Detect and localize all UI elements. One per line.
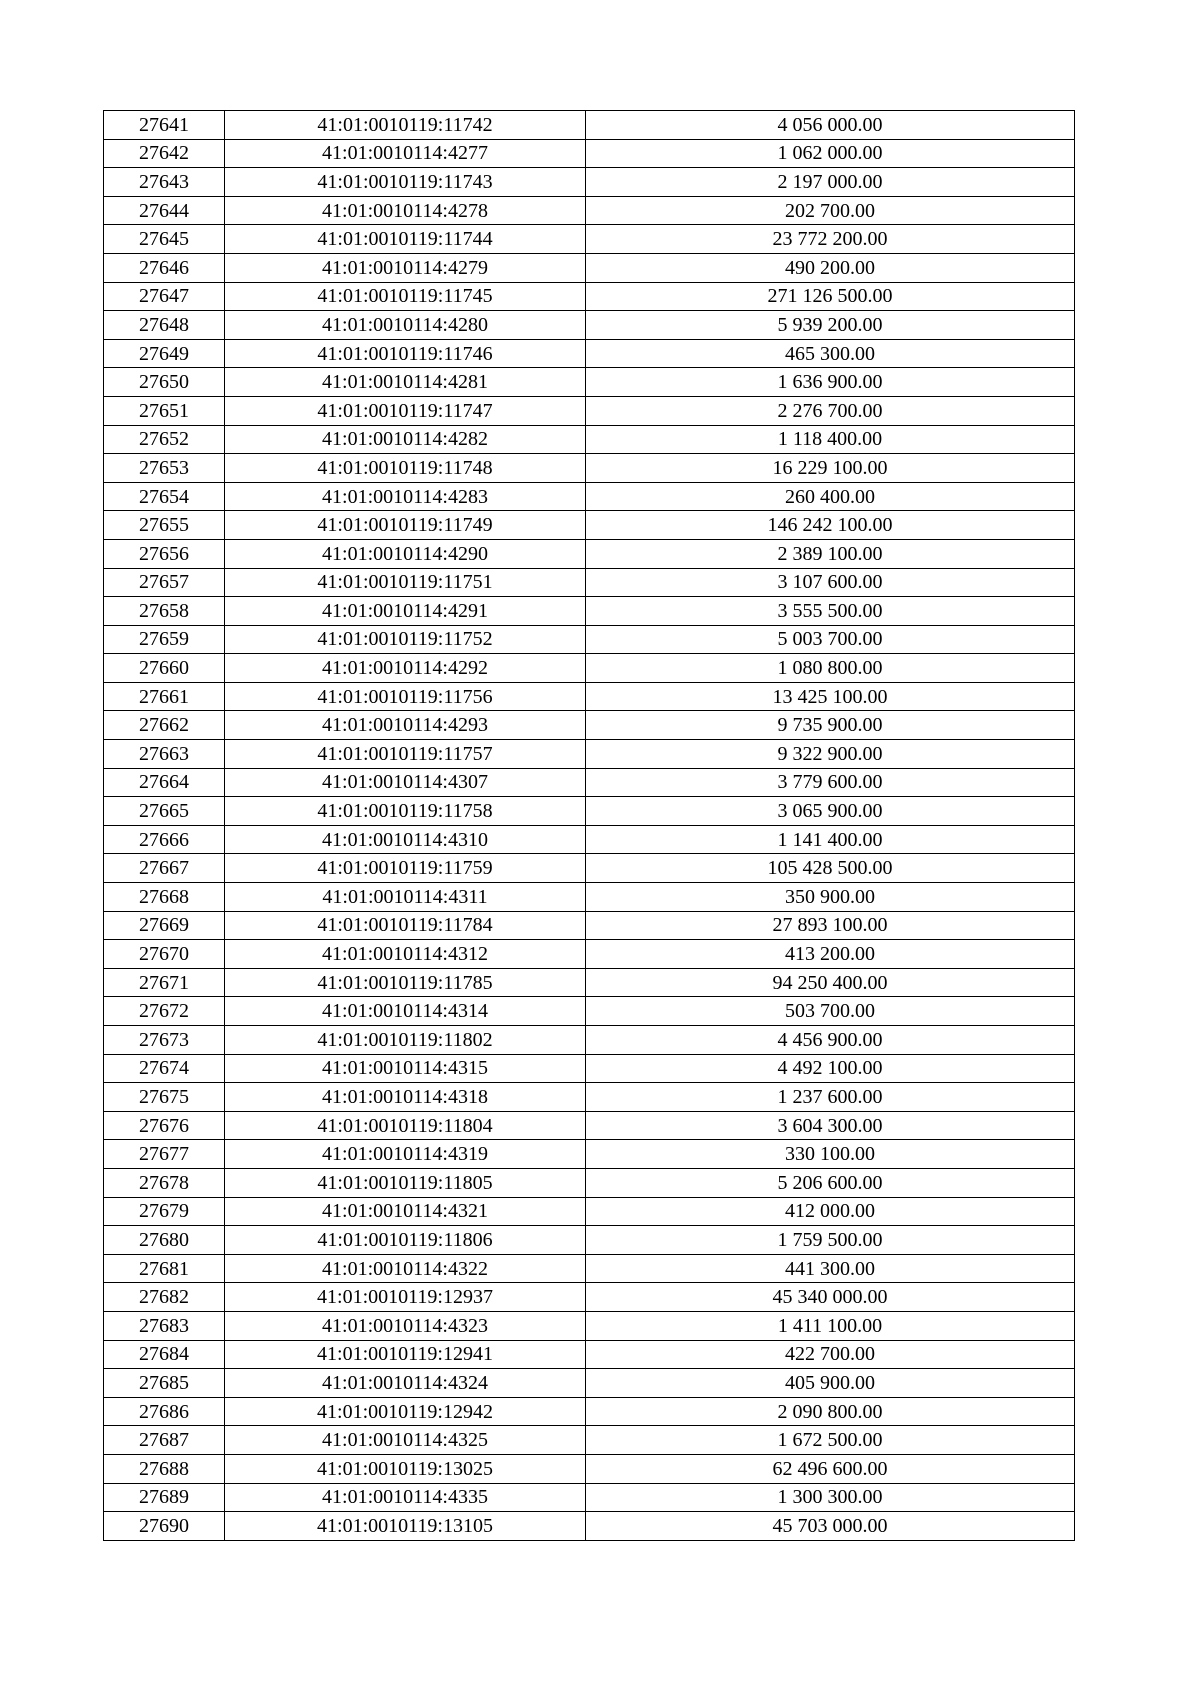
table-row (104, 225, 1075, 254)
table-row (104, 139, 1075, 168)
row-number-cell: 27653 (104, 454, 225, 483)
cadastral-value-cell: 3 107 600.00 (586, 568, 1075, 597)
cadastral-number-cell: 41:01:0010114:4278 (225, 196, 586, 225)
table-row (104, 625, 1075, 654)
row-number-cell: 27689 (104, 1483, 225, 1512)
cadastral-number-cell: 41:01:0010119:12942 (225, 1397, 586, 1426)
cadastral-value-cell: 1 672 500.00 (586, 1426, 1075, 1455)
table-body (104, 111, 1075, 1541)
cadastral-number-cell: 41:01:0010114:4310 (225, 825, 586, 854)
row-number-cell: 27673 (104, 1026, 225, 1055)
row-number-cell: 27668 (104, 883, 225, 912)
cadastral-value-cell: 202 700.00 (586, 196, 1075, 225)
cadastral-number-cell: 41:01:0010114:4307 (225, 768, 586, 797)
cadastral-value-cell: 62 496 600.00 (586, 1454, 1075, 1483)
row-number-cell: 27688 (104, 1454, 225, 1483)
table-row (104, 1483, 1075, 1512)
row-number-cell: 27659 (104, 625, 225, 654)
table-row (104, 568, 1075, 597)
table-row (104, 1226, 1075, 1255)
table-row (104, 711, 1075, 740)
cadastral-number-cell: 41:01:0010119:11757 (225, 740, 586, 769)
row-number-cell: 27641 (104, 111, 225, 140)
cadastral-number-cell: 41:01:0010114:4325 (225, 1426, 586, 1455)
row-number-cell: 27644 (104, 196, 225, 225)
table-row (104, 511, 1075, 540)
cadastral-number-cell: 41:01:0010114:4312 (225, 940, 586, 969)
cadastral-number-cell: 41:01:0010119:11804 (225, 1111, 586, 1140)
row-number-cell: 27670 (104, 940, 225, 969)
table-row (104, 482, 1075, 511)
cadastral-number-cell: 41:01:0010119:11784 (225, 911, 586, 940)
row-number-cell: 27672 (104, 997, 225, 1026)
row-number-cell: 27652 (104, 425, 225, 454)
table-row (104, 1254, 1075, 1283)
cadastral-value-cell: 2 389 100.00 (586, 539, 1075, 568)
row-number-cell: 27690 (104, 1512, 225, 1541)
row-number-cell: 27681 (104, 1254, 225, 1283)
row-number-cell: 27660 (104, 654, 225, 683)
table-row (104, 1054, 1075, 1083)
cadastral-number-cell: 41:01:0010119:13025 (225, 1454, 586, 1483)
table-row (104, 1454, 1075, 1483)
table-row (104, 1311, 1075, 1340)
row-number-cell: 27667 (104, 854, 225, 883)
cadastral-number-cell: 41:01:0010119:11759 (225, 854, 586, 883)
cadastral-number-cell: 41:01:0010114:4315 (225, 1054, 586, 1083)
table-row (104, 1340, 1075, 1369)
cadastral-number-cell: 41:01:0010114:4322 (225, 1254, 586, 1283)
row-number-cell: 27649 (104, 339, 225, 368)
row-number-cell: 27651 (104, 396, 225, 425)
cadastral-value-cell: 413 200.00 (586, 940, 1075, 969)
cadastral-number-cell: 41:01:0010114:4311 (225, 883, 586, 912)
row-number-cell: 27657 (104, 568, 225, 597)
table-row (104, 1283, 1075, 1312)
cadastral-number-cell: 41:01:0010114:4293 (225, 711, 586, 740)
row-number-cell: 27646 (104, 253, 225, 282)
row-number-cell: 27650 (104, 368, 225, 397)
row-number-cell: 27662 (104, 711, 225, 740)
table-row (104, 825, 1075, 854)
table-row (104, 1197, 1075, 1226)
cadastral-value-cell: 45 340 000.00 (586, 1283, 1075, 1312)
cadastral-number-cell: 41:01:0010119:13105 (225, 1512, 586, 1541)
cadastral-number-cell: 41:01:0010114:4324 (225, 1369, 586, 1398)
cadastral-value-cell: 1 636 900.00 (586, 368, 1075, 397)
table-row (104, 111, 1075, 140)
cadastral-value-cell: 2 197 000.00 (586, 168, 1075, 197)
table-row (104, 339, 1075, 368)
table-row (104, 654, 1075, 683)
row-number-cell: 27682 (104, 1283, 225, 1312)
cadastral-number-cell: 41:01:0010114:4291 (225, 597, 586, 626)
cadastral-number-cell: 41:01:0010119:11746 (225, 339, 586, 368)
cadastral-value-cell: 1 080 800.00 (586, 654, 1075, 683)
table-row (104, 1426, 1075, 1455)
cadastral-number-cell: 41:01:0010114:4282 (225, 425, 586, 454)
cadastral-value-cell: 3 065 900.00 (586, 797, 1075, 826)
cadastral-value-cell: 5 206 600.00 (586, 1168, 1075, 1197)
row-number-cell: 27656 (104, 539, 225, 568)
table-row (104, 1083, 1075, 1112)
cadastral-value-cell: 1 759 500.00 (586, 1226, 1075, 1255)
cadastral-number-cell: 41:01:0010119:12941 (225, 1340, 586, 1369)
row-number-cell: 27671 (104, 968, 225, 997)
row-number-cell: 27684 (104, 1340, 225, 1369)
cadastral-number-cell: 41:01:0010119:11806 (225, 1226, 586, 1255)
row-number-cell: 27664 (104, 768, 225, 797)
table-row (104, 1140, 1075, 1169)
row-number-cell: 27663 (104, 740, 225, 769)
table-row (104, 911, 1075, 940)
table-row (104, 997, 1075, 1026)
row-number-cell: 27643 (104, 168, 225, 197)
cadastral-value-cell: 5 003 700.00 (586, 625, 1075, 654)
table-row (104, 1369, 1075, 1398)
cadastral-number-cell: 41:01:0010119:11752 (225, 625, 586, 654)
cadastral-number-cell: 41:01:0010114:4280 (225, 311, 586, 340)
cadastral-value-cell: 146 242 100.00 (586, 511, 1075, 540)
row-number-cell: 27647 (104, 282, 225, 311)
cadastral-value-cell: 45 703 000.00 (586, 1512, 1075, 1541)
table-row (104, 1397, 1075, 1426)
cadastral-number-cell: 41:01:0010119:11758 (225, 797, 586, 826)
cadastral-value-cell: 94 250 400.00 (586, 968, 1075, 997)
cadastral-value-cell: 1 300 300.00 (586, 1483, 1075, 1512)
cadastral-value-cell: 271 126 500.00 (586, 282, 1075, 311)
row-number-cell: 27669 (104, 911, 225, 940)
row-number-cell: 27654 (104, 482, 225, 511)
row-number-cell: 27675 (104, 1083, 225, 1112)
cadastral-value-cell: 3 604 300.00 (586, 1111, 1075, 1140)
cadastral-number-cell: 41:01:0010114:4279 (225, 253, 586, 282)
cadastral-number-cell: 41:01:0010119:11745 (225, 282, 586, 311)
cadastral-value-cell: 330 100.00 (586, 1140, 1075, 1169)
table-row (104, 539, 1075, 568)
cadastral-number-cell: 41:01:0010119:11748 (225, 454, 586, 483)
cadastral-number-cell: 41:01:0010114:4323 (225, 1311, 586, 1340)
cadastral-number-cell: 41:01:0010114:4314 (225, 997, 586, 1026)
cadastral-value-cell: 4 456 900.00 (586, 1026, 1075, 1055)
row-number-cell: 27645 (104, 225, 225, 254)
row-number-cell: 27655 (104, 511, 225, 540)
cadastral-value-cell: 3 555 500.00 (586, 597, 1075, 626)
cadastral-value-cell: 260 400.00 (586, 482, 1075, 511)
table-row (104, 196, 1075, 225)
table-row (104, 1111, 1075, 1140)
cadastral-number-cell: 41:01:0010119:11805 (225, 1168, 586, 1197)
cadastral-number-cell: 41:01:0010114:4281 (225, 368, 586, 397)
cadastral-value-table (103, 110, 1075, 1541)
row-number-cell: 27685 (104, 1369, 225, 1398)
row-number-cell: 27677 (104, 1140, 225, 1169)
cadastral-value-cell: 405 900.00 (586, 1369, 1075, 1398)
cadastral-number-cell: 41:01:0010114:4283 (225, 482, 586, 511)
row-number-cell: 27679 (104, 1197, 225, 1226)
table-row (104, 1512, 1075, 1541)
table-row (104, 1168, 1075, 1197)
cadastral-number-cell: 41:01:0010114:4319 (225, 1140, 586, 1169)
cadastral-number-cell: 41:01:0010114:4318 (225, 1083, 586, 1112)
cadastral-value-cell: 490 200.00 (586, 253, 1075, 282)
cadastral-value-cell: 2 276 700.00 (586, 396, 1075, 425)
table-row (104, 597, 1075, 626)
cadastral-number-cell: 41:01:0010119:11785 (225, 968, 586, 997)
table-row (104, 883, 1075, 912)
row-number-cell: 27683 (104, 1311, 225, 1340)
table-row (104, 940, 1075, 969)
row-number-cell: 27658 (104, 597, 225, 626)
cadastral-number-cell: 41:01:0010119:11743 (225, 168, 586, 197)
cadastral-number-cell: 41:01:0010119:12937 (225, 1283, 586, 1312)
cadastral-number-cell: 41:01:0010114:4277 (225, 139, 586, 168)
row-number-cell: 27661 (104, 682, 225, 711)
cadastral-value-cell: 3 779 600.00 (586, 768, 1075, 797)
cadastral-value-cell: 1 237 600.00 (586, 1083, 1075, 1112)
row-number-cell: 27686 (104, 1397, 225, 1426)
cadastral-number-cell: 41:01:0010114:4292 (225, 654, 586, 683)
cadastral-value-cell: 412 000.00 (586, 1197, 1075, 1226)
table-row (104, 253, 1075, 282)
cadastral-value-cell: 16 229 100.00 (586, 454, 1075, 483)
row-number-cell: 27687 (104, 1426, 225, 1455)
row-number-cell: 27676 (104, 1111, 225, 1140)
cadastral-value-cell: 1 411 100.00 (586, 1311, 1075, 1340)
table-row (104, 1026, 1075, 1055)
cadastral-value-cell: 27 893 100.00 (586, 911, 1075, 940)
cadastral-number-cell: 41:01:0010119:11756 (225, 682, 586, 711)
cadastral-value-cell: 105 428 500.00 (586, 854, 1075, 883)
cadastral-value-cell: 1 118 400.00 (586, 425, 1075, 454)
row-number-cell: 27665 (104, 797, 225, 826)
cadastral-value-cell: 350 900.00 (586, 883, 1075, 912)
cadastral-number-cell: 41:01:0010114:4290 (225, 539, 586, 568)
cadastral-number-cell: 41:01:0010119:11747 (225, 396, 586, 425)
cadastral-number-cell: 41:01:0010114:4321 (225, 1197, 586, 1226)
cadastral-number-cell: 41:01:0010119:11749 (225, 511, 586, 540)
row-number-cell: 27678 (104, 1168, 225, 1197)
cadastral-value-cell: 9 735 900.00 (586, 711, 1075, 740)
row-number-cell: 27642 (104, 139, 225, 168)
cadastral-number-cell: 41:01:0010119:11744 (225, 225, 586, 254)
cadastral-number-cell: 41:01:0010119:11751 (225, 568, 586, 597)
table-row (104, 168, 1075, 197)
cadastral-value-cell: 4 492 100.00 (586, 1054, 1075, 1083)
table-row (104, 454, 1075, 483)
table-row (104, 968, 1075, 997)
table-row (104, 797, 1075, 826)
table-row (104, 396, 1075, 425)
table-row (104, 368, 1075, 397)
cadastral-value-cell: 503 700.00 (586, 997, 1075, 1026)
cadastral-number-cell: 41:01:0010114:4335 (225, 1483, 586, 1512)
table-row (104, 768, 1075, 797)
row-number-cell: 27648 (104, 311, 225, 340)
cadastral-value-cell: 465 300.00 (586, 339, 1075, 368)
cadastral-value-cell: 1 062 000.00 (586, 139, 1075, 168)
table-row (104, 854, 1075, 883)
table-row (104, 311, 1075, 340)
row-number-cell: 27674 (104, 1054, 225, 1083)
table-row (104, 682, 1075, 711)
cadastral-value-cell: 422 700.00 (586, 1340, 1075, 1369)
table-row (104, 425, 1075, 454)
table-row (104, 282, 1075, 311)
cadastral-number-cell: 41:01:0010119:11742 (225, 111, 586, 140)
cadastral-value-cell: 5 939 200.00 (586, 311, 1075, 340)
cadastral-value-cell: 4 056 000.00 (586, 111, 1075, 140)
cadastral-number-cell: 41:01:0010119:11802 (225, 1026, 586, 1055)
cadastral-value-cell: 2 090 800.00 (586, 1397, 1075, 1426)
cadastral-value-cell: 1 141 400.00 (586, 825, 1075, 854)
row-number-cell: 27666 (104, 825, 225, 854)
cadastral-value-cell: 441 300.00 (586, 1254, 1075, 1283)
cadastral-value-cell: 9 322 900.00 (586, 740, 1075, 769)
cadastral-value-cell: 13 425 100.00 (586, 682, 1075, 711)
cadastral-value-cell: 23 772 200.00 (586, 225, 1075, 254)
table-row (104, 740, 1075, 769)
row-number-cell: 27680 (104, 1226, 225, 1255)
